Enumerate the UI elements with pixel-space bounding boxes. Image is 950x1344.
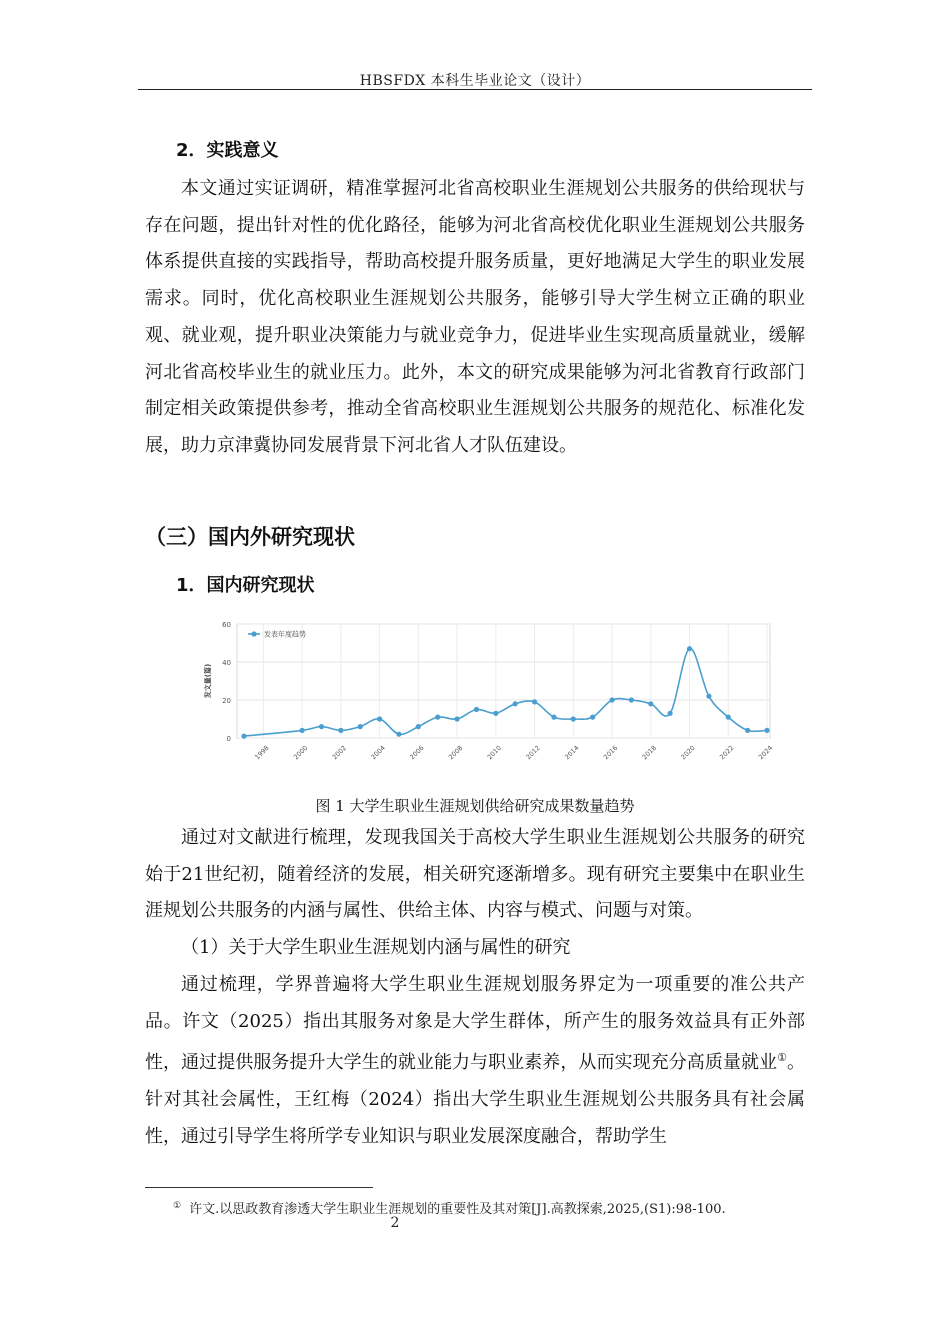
x-tick-label: 2004 <box>369 743 387 762</box>
x-tick-label: 2002 <box>330 743 349 762</box>
x-tick-label: 2020 <box>679 743 697 762</box>
y-tick-label: 40 <box>222 659 231 667</box>
data-point <box>416 724 421 729</box>
data-point <box>551 715 556 720</box>
header-rule <box>138 89 812 90</box>
data-point <box>319 724 324 729</box>
data-point <box>745 728 750 733</box>
footnote-marker: ① <box>173 1200 182 1211</box>
paragraph-item-1-part-a: 通过梳理，学界普遍将大学生职业生涯规划服务界定为一项重要的准公共产品。许文（2025）指出其服务对象是大学生群体，所产生的服务效益具有正外部性，通过提供服务提升大学生的就业能力与职业素养，从而实现充分高质量就业 <box>145 974 805 1074</box>
subsection-item-1: （1）关于大学生职业生涯规划内涵与属性的研究 <box>181 937 571 958</box>
y-axis-label: 发文量(篇) <box>204 663 212 699</box>
data-point <box>338 728 343 733</box>
x-tick-label: 2000 <box>292 743 310 762</box>
x-tick-label: 1998 <box>253 743 271 762</box>
data-point <box>571 716 576 721</box>
data-point <box>706 694 711 699</box>
plot-frame <box>237 624 770 738</box>
x-tick-label: 2010 <box>485 743 504 762</box>
data-point <box>726 715 731 720</box>
data-point <box>764 728 769 733</box>
data-point <box>435 715 440 720</box>
paragraph-item-1-part-b: 。针对其社会属性，王红梅（2024）指出大学生职业生涯规划公共服务具有社会属性，通过引导学生将所学专业知识与职业发展深度融合，帮助学生 <box>145 1052 805 1147</box>
trend-chart <box>196 616 776 776</box>
trend-chart-svg <box>196 616 776 776</box>
paragraph-item-1 <box>145 967 805 1156</box>
data-point <box>532 699 537 704</box>
section-heading-practice: 2．实践意义 <box>176 140 279 161</box>
data-point <box>241 734 246 739</box>
legend-marker <box>251 631 256 636</box>
data-point <box>629 697 634 702</box>
footnote-ref[interactable]: ① <box>777 1051 787 1065</box>
section-heading-research-status: （三）国内外研究现状 <box>145 525 355 549</box>
x-tick-label: 2024 <box>756 743 775 762</box>
x-tick-label: 2008 <box>446 743 465 762</box>
subsection-heading-domestic: 1．国内研究现状 <box>176 575 315 596</box>
figure-caption: 图 1 大学生职业生涯规划供给研究成果数量趋势 <box>315 797 635 815</box>
footnote-rule <box>145 1187 373 1188</box>
x-tick-label: 2012 <box>524 743 542 762</box>
paragraph-practice: 本文通过实证调研，精准掌握河北省高校职业生涯规划公共服务的供给现状与存在问题，提出针对性的优化路径，能够为河北省高校优化职业生涯规划公共服务体系提供直接的实践指导，帮助高校提升服务质量，更好地满足大学生的职业发展需求。同时，优化高校职业生涯规划公共服务，能够引导大学生树立正确的职业观、就业观，提升职业决策能力与就业竞争力，促进毕业生实现高质量就业，缓解河北省高校毕业生的就业压力。此外，本文的研究成果能够为河北省教育行政部门制定相关政策提供参考，推动全省高校职业生涯规划公共服务的规范化、标准化发展，助力京津冀协同发展背景下河北省人才队伍建设。 <box>145 178 805 456</box>
data-point <box>493 711 498 716</box>
data-point <box>513 701 518 706</box>
page-number: 2 <box>390 1215 400 1231</box>
y-tick-label: 0 <box>226 735 231 743</box>
y-tick-label: 20 <box>222 697 231 705</box>
data-point <box>358 724 363 729</box>
footnote-text: 许文.以思政教育渗透大学生职业生涯规划的重要性及其对策[J].高教探索,2025,(S1):98-100. <box>189 1202 726 1217</box>
y-tick-label: 60 <box>222 621 231 629</box>
data-point <box>609 697 614 702</box>
data-point <box>474 707 479 712</box>
data-point <box>687 646 692 651</box>
x-tick-label: 2022 <box>718 743 736 762</box>
data-point <box>377 716 382 721</box>
x-tick-label: 2018 <box>640 743 659 762</box>
data-point <box>454 716 459 721</box>
data-point <box>300 728 305 733</box>
x-tick-label: 2014 <box>563 743 581 762</box>
data-point <box>668 711 673 716</box>
data-point <box>648 701 653 706</box>
data-point <box>396 732 401 737</box>
data-point <box>590 715 595 720</box>
paragraph-review: 通过对文献进行梳理，发现我国关于高校大学生职业生涯规划公共服务的研究始于21世纪初，随着经济的发展，相关研究逐渐增多。现有研究主要集中在职业生涯规划公共服务的内涵与属性、供给主体、内容与模式、问题与对策。 <box>145 827 805 922</box>
x-tick-label: 2016 <box>601 743 620 762</box>
legend-label: 发表年度趋势 <box>264 630 306 639</box>
running-header: HBSFDX 本科生毕业论文（设计） <box>359 73 591 89</box>
x-tick-label: 2006 <box>408 743 426 762</box>
